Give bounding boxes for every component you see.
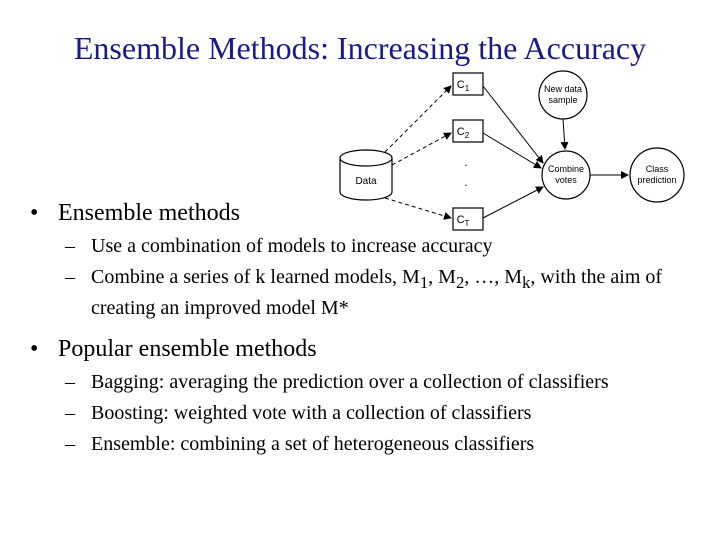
sub-bullet-item xyxy=(65,431,690,458)
sub-bullet-item xyxy=(65,400,690,427)
dash-symbol: – xyxy=(65,370,75,393)
bullet-text: Popular ensemble methods xyxy=(58,335,317,362)
sub-bullet-text: Bagging: averaging the prediction over a collection of classifiers xyxy=(91,370,609,393)
class-prediction-node xyxy=(630,148,684,202)
classifier-c2 xyxy=(453,120,483,142)
data-label: Data xyxy=(355,176,377,187)
bullet-symbol: • xyxy=(30,335,39,362)
dash-symbol: – xyxy=(65,235,75,257)
svg-text:Combine: Combine xyxy=(547,164,585,174)
ellipsis-dot-2: . xyxy=(464,175,468,189)
svg-text:prediction: prediction xyxy=(637,175,677,185)
sub-bullet-item xyxy=(65,264,690,322)
sub-bullet-text: Ensemble: combining a set of heterogeneous classifiers xyxy=(91,432,535,455)
slide-title: Ensemble Methods: Increasing the Accuracy xyxy=(73,30,647,66)
data-cylinder xyxy=(340,150,392,200)
svg-text:C2: $C_2$ xyxy=(456,126,470,140)
sub-bullet-text: Combine a series of k learned models, $M_1$, $M_2$, …, $M_k$, with the aim of creating an improved model M* xyxy=(91,266,663,319)
sub-bullet-item xyxy=(65,233,690,260)
bullet-item xyxy=(30,336,690,363)
data-to-classifier-arrows xyxy=(385,86,451,218)
svg-text:C1: $C_1$ xyxy=(456,79,470,93)
dash-symbol: – xyxy=(65,432,75,455)
ellipsis-dot-1: . xyxy=(464,155,468,169)
new-data-sample-node xyxy=(539,71,587,119)
bullet-item xyxy=(30,200,690,227)
svg-text:CT: $C_T$ xyxy=(456,214,470,228)
bullet-symbol: • xyxy=(30,200,39,226)
bullet-list xyxy=(30,200,690,462)
svg-text:votes: votes xyxy=(555,175,577,185)
dash-symbol: – xyxy=(65,401,75,424)
svg-text:sample: sample xyxy=(548,95,578,105)
classifier-c1 xyxy=(453,73,483,95)
bullet-text: Ensemble methods xyxy=(58,200,240,226)
svg-text:New data: New data xyxy=(543,84,583,94)
sub-bullet-text: Use a combination of models to increase accuracy xyxy=(91,235,493,257)
sub-bullet-text: Boosting: weighted vote with a collection of classifiers xyxy=(91,401,532,424)
dash-symbol: – xyxy=(65,266,75,288)
svg-text:Class: Class xyxy=(645,164,669,174)
combine-votes-node xyxy=(542,151,590,199)
sub-bullet-item xyxy=(65,369,690,396)
